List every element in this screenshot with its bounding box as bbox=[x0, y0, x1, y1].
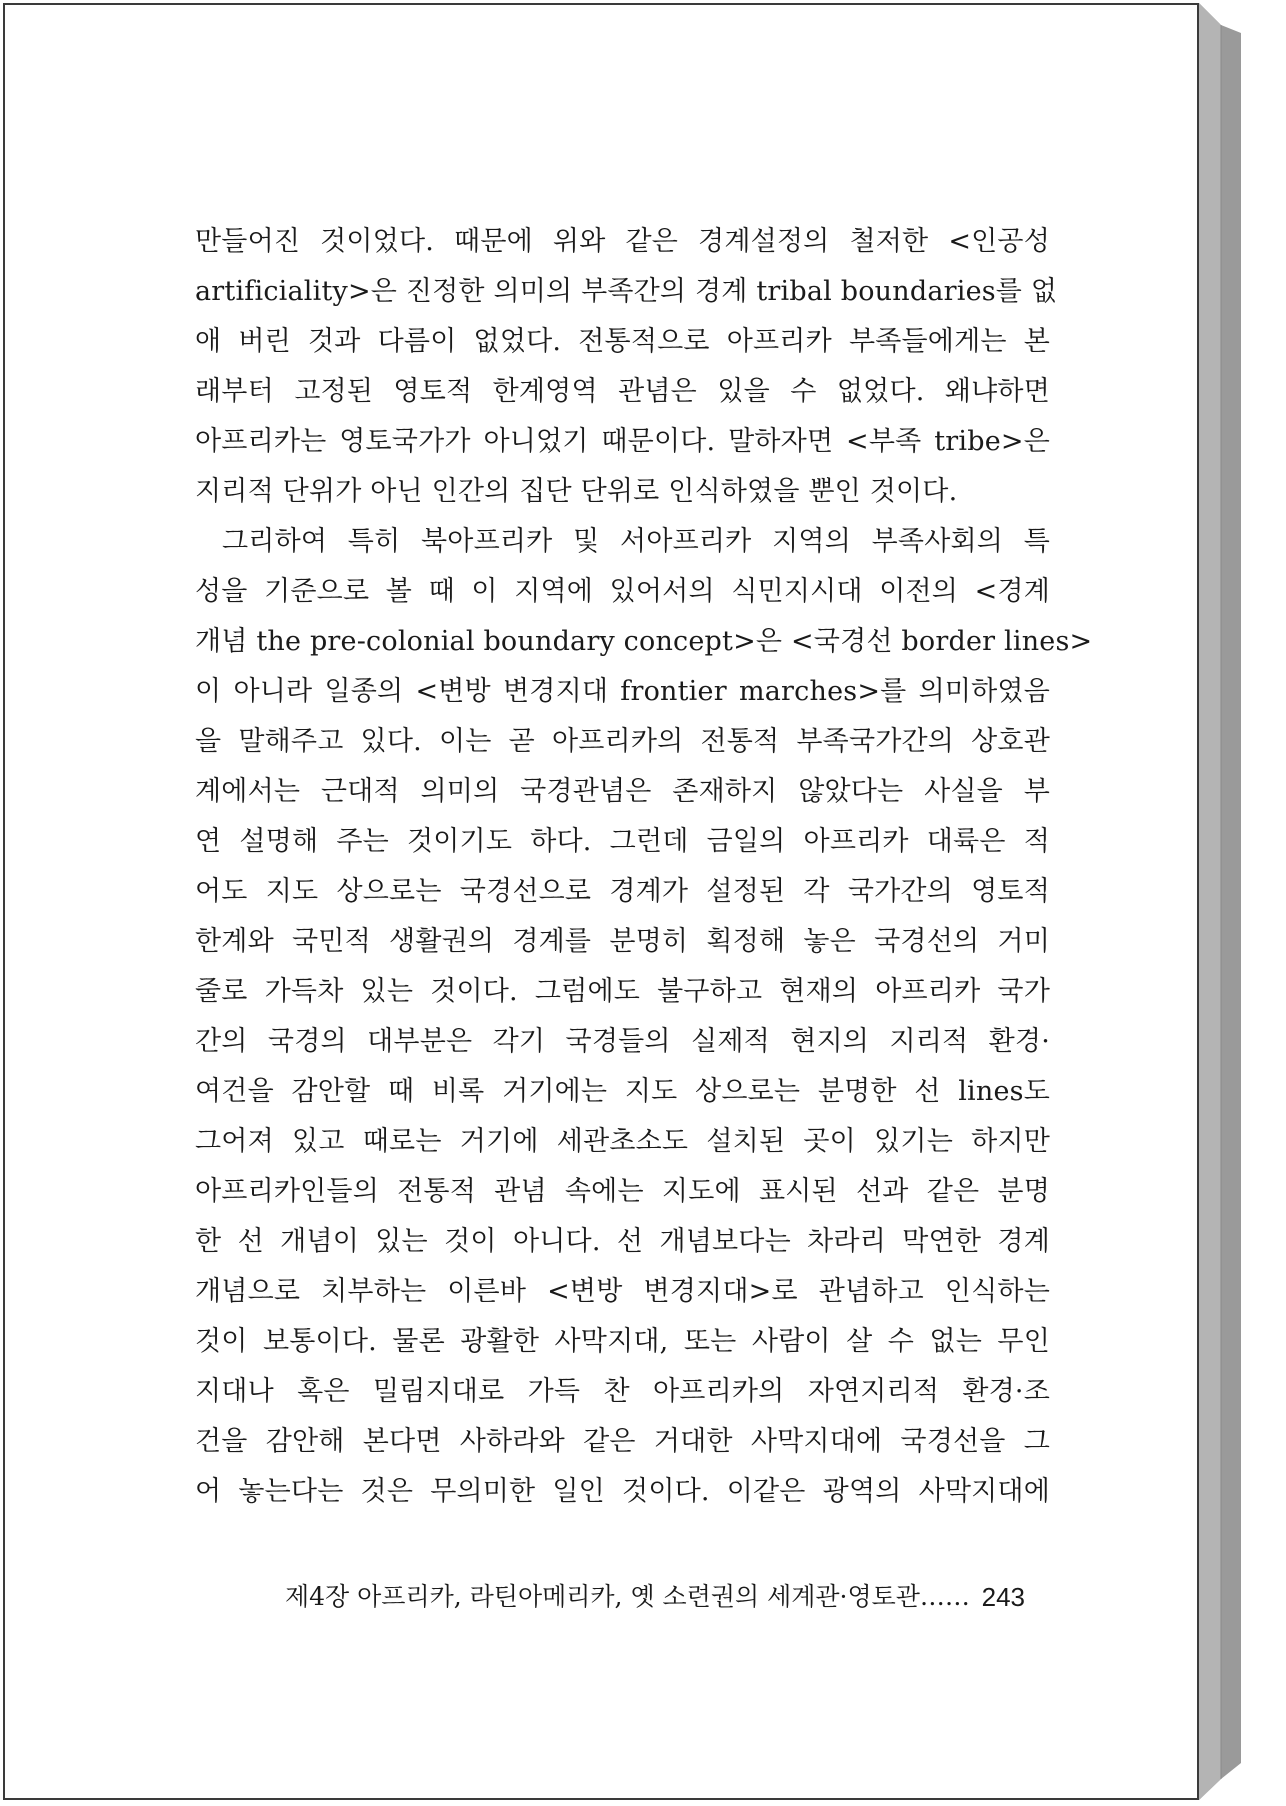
text-line: 이 아니라 일종의 <변방 변경지대 frontier marches>를 의미하였음 bbox=[195, 676, 1050, 707]
text-line: 성을 기준으로 볼 때 이 지역에 있어서의 식민지시대 이전의 <경계 bbox=[195, 576, 1050, 607]
text-line: 것이 보통이다. 물론 광활한 사막지대, 또는 사람이 살 수 없는 무인 bbox=[195, 1326, 1050, 1357]
text-line: 어도 지도 상으로는 국경선으로 경계가 설정된 각 국가간의 영토적 bbox=[195, 876, 1050, 907]
text-line: 래부터 고정된 영토적 한계영역 관념은 있을 수 없었다. 왜냐하면 bbox=[195, 376, 1050, 407]
paragraph bbox=[195, 517, 1093, 1517]
running-head: 제4장 아프리카, 라틴아메리카, 옛 소련권의 세계관·영토관…… bbox=[285, 1582, 970, 1611]
text-line: 개념으로 치부하는 이른바 <변방 변경지대>로 관념하고 인식하는 bbox=[195, 1276, 1050, 1307]
text-line: 간의 국경의 대부분은 각기 국경들의 실제적 현지의 지리적 환경· bbox=[195, 1026, 1050, 1057]
text-line: 아프리카인들의 전통적 관념 속에는 지도에 표시된 선과 같은 분명 bbox=[195, 1176, 1050, 1207]
text-line: 만들어진 것이었다. 때문에 위와 같은 경계설정의 철저한 <인공성 bbox=[195, 226, 1050, 257]
text-line: 개념 the pre-colonial boundary concept>은 <국경선 border lines> bbox=[195, 626, 1093, 657]
page-number: 243 bbox=[981, 1582, 1025, 1612]
page-edge-shadow bbox=[1199, 3, 1241, 1800]
text-line: 아프리카는 영토국가가 아니었기 때문이다. 말하자면 <부족 tribe>은 bbox=[195, 426, 1050, 457]
text-line: artificiality>은 진정한 의미의 부족간의 경계 tribal boundaries를 없 bbox=[195, 276, 1058, 307]
text-line: 그리하여 특히 북아프리카 및 서아프리카 지역의 부족사회의 특 bbox=[222, 526, 1050, 557]
text-line: 줄로 가득차 있는 것이다. 그럼에도 불구하고 현재의 아프리카 국가 bbox=[195, 976, 1050, 1007]
text-line: 애 버린 것과 다름이 없었다. 전통적으로 아프리카 부족들에게는 본 bbox=[195, 326, 1050, 357]
text-line: 한계와 국민적 생활권의 경계를 분명히 획정해 놓은 국경선의 거미 bbox=[195, 926, 1050, 957]
paragraph bbox=[195, 217, 1058, 517]
text-line: 한 선 개념이 있는 것이 아니다. 선 개념보다는 차라리 막연한 경계 bbox=[195, 1226, 1050, 1257]
text-line: 여건을 감안할 때 비록 거기에는 지도 상으로는 분명한 선 lines도 bbox=[195, 1076, 1050, 1107]
text-line: 그어져 있고 때로는 거기에 세관초소도 설치된 곳이 있기는 하지만 bbox=[195, 1126, 1050, 1157]
text-line: 어 놓는다는 것은 무의미한 일인 것이다. 이같은 광역의 사막지대에 bbox=[195, 1476, 1050, 1507]
text-line: 을 말해주고 있다. 이는 곧 아프리카의 전통적 부족국가간의 상호관 bbox=[195, 726, 1050, 757]
text-line: 건을 감안해 본다면 사하라와 같은 거대한 사막지대에 국경선을 그 bbox=[195, 1426, 1050, 1457]
text-line: 연 설명해 주는 것이기도 하다. 그런데 금일의 아프리카 대륙은 적 bbox=[195, 826, 1050, 857]
page-footer bbox=[285, 1577, 1055, 1617]
text-line: 계에서는 근대적 의미의 국경관념은 존재하지 않았다는 사실을 부 bbox=[195, 776, 1050, 807]
book-page bbox=[3, 3, 1199, 1800]
text-line: 지리적 단위가 아닌 인간의 집단 단위로 인식하였을 뿐인 것이다. bbox=[195, 476, 958, 507]
body-text bbox=[195, 217, 1093, 1517]
text-line: 지대나 혹은 밀림지대로 가득 찬 아프리카의 자연지리적 환경·조 bbox=[195, 1376, 1050, 1407]
